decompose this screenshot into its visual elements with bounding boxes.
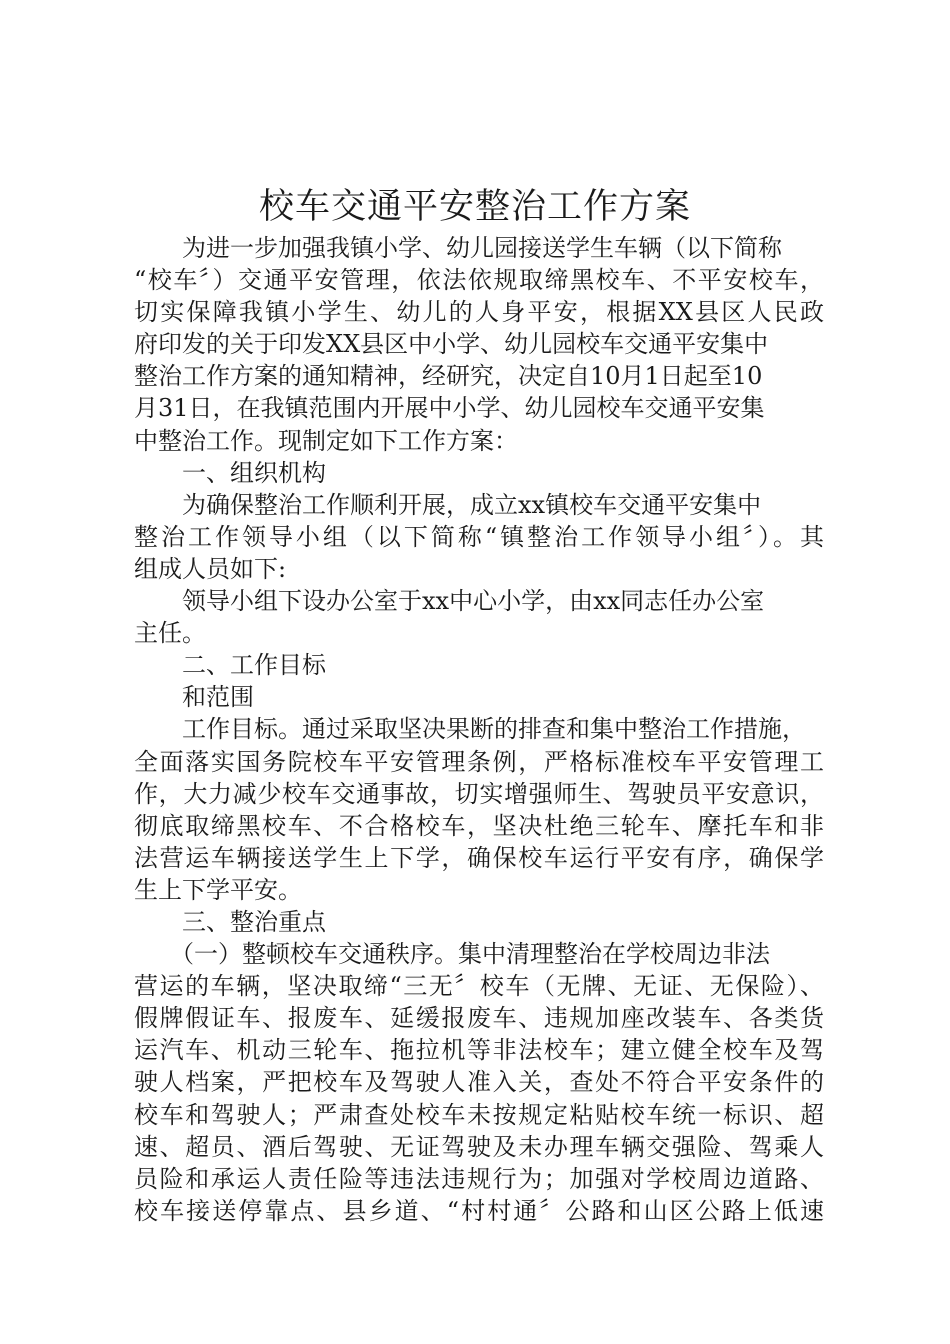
paragraph-line: 驶人档案，严把校车及驾驶人准入关，查处不符合平安条件的 — [134, 1068, 824, 1097]
paragraph-line: 为确保整治工作顺利开展，成立xx镇校车交通平安集中 — [182, 490, 762, 519]
paragraph-line: 校车接送停靠点、县乡道、“村村通〞公路和山区公路上低速 — [134, 1196, 824, 1225]
section-heading: 二、工作目标 — [182, 651, 326, 680]
paragraph-line: 府印发的关于印发XX县区中小学、幼儿园校车交通平安集中 — [134, 330, 769, 359]
paragraph-line: 作，大力减少校车交通事故，切实增强师生、驾驶员平安意识， — [134, 779, 824, 808]
paragraph-line: “校车〞）交通平安管理，依法依规取缔黑校车、不平安校车， — [134, 266, 824, 295]
document-title: 校车交通平安整治工作方案 — [258, 187, 691, 227]
paragraph-line: （一）整顿校车交通秩序。集中清理整治在学校周边非法 — [170, 940, 770, 969]
paragraph-line: 工作目标。通过采取坚决果断的排查和集中整治工作措施， — [182, 715, 806, 744]
paragraph-line: 全面落实国务院校车平安管理条例，严格标准校车平安管理工 — [134, 747, 824, 776]
section-heading: 和范围 — [182, 683, 254, 712]
section-heading: 三、整治重点 — [182, 907, 326, 936]
paragraph-line: 切实保障我镇小学生、幼儿的人身平安，根据XX县区人民政 — [134, 298, 824, 327]
paragraph-line: 校车和驾驶人；严肃查处校车未按规定粘贴校车统一标识、超 — [134, 1100, 824, 1129]
paragraph-line: 法营运车辆接送学生上下学，确保校车运行平安有序，确保学 — [134, 843, 824, 872]
paragraph-line: 假牌假证车、报废车、延缓报废车、违规加座改装车、各类货 — [134, 1004, 824, 1033]
paragraph-line: 领导小组下设办公室于xx中心小学，由xx同志任办公室 — [182, 587, 765, 616]
paragraph-line: 生上下学平安。 — [134, 875, 302, 904]
paragraph-line: 运汽车、机动三轮车、拖拉机等非法校车；建立健全校车及驾 — [134, 1036, 824, 1065]
document-body — [134, 232, 824, 1227]
paragraph-line: 主任。 — [134, 619, 206, 648]
paragraph-line: 为进一步加强我镇小学、幼儿园接送学生车辆（以下简称 — [182, 234, 782, 262]
paragraph-line: 营运的车辆，坚决取缔“三无〞校车（无牌、无证、无保险）、 — [134, 972, 824, 1001]
paragraph-line: 整治工作方案的通知精神，经研究，决定自10月1日起至10 — [134, 362, 763, 391]
paragraph-line: 彻底取缔黑校车、不合格校车，坚决杜绝三轮车、摩托车和非 — [134, 811, 824, 840]
paragraph-line: 中整治工作。现制定如下工作方案： — [134, 426, 518, 455]
paragraph-line: 组成人员如下: — [134, 554, 287, 583]
paragraph-line: 月31日，在我镇范围内开展中小学、幼儿园校车交通平安集 — [134, 394, 765, 423]
paragraph-line: 速、超员、酒后驾驶、无证驾驶及未办理车辆交强险、驾乘人 — [134, 1132, 824, 1161]
paragraph-line: 员险和承运人责任险等违法违规行为；加强对学校周边道路、 — [134, 1164, 824, 1193]
section-heading: 一、组织机构 — [182, 458, 326, 487]
paragraph-line: 整治工作领导小组（以下简称“镇整治工作领导小组〞）。其 — [134, 522, 824, 551]
